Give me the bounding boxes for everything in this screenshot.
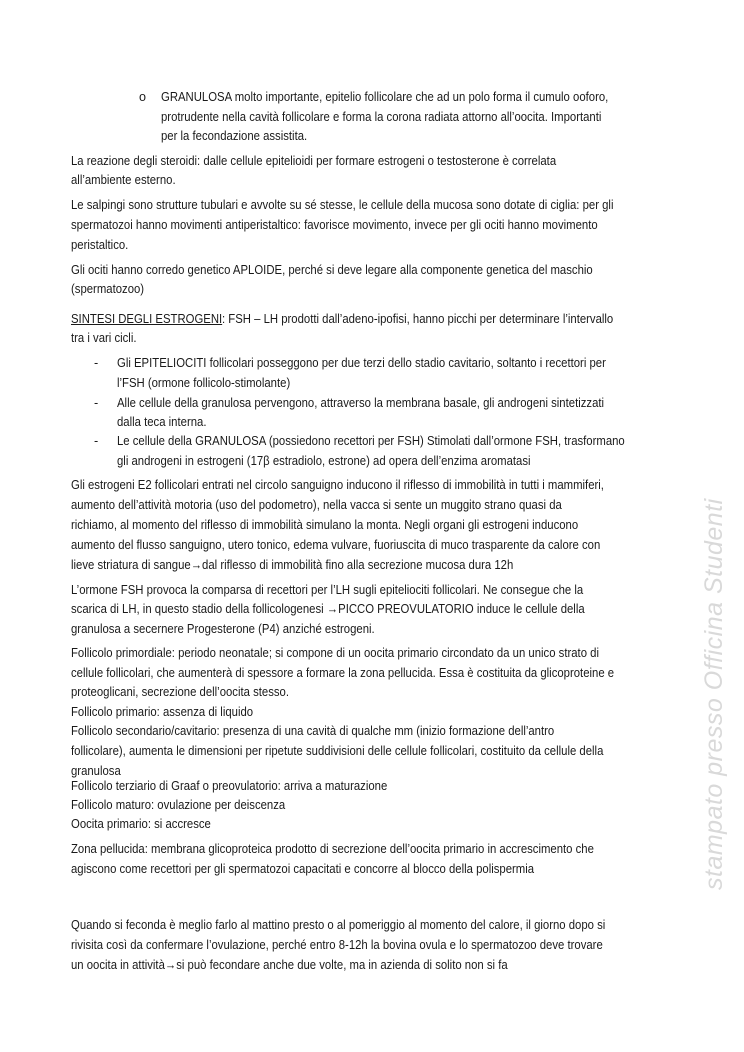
text-line: follicolare), aumenta le dimensioni per ripetute suddivisioni delle cellule follicolari, costituito da cellule della — [71, 744, 604, 758]
text-line: Gli EPITELIOCITI follicolari posseggono per due terzi dello stadio cavitario, soltanto i recettori per — [117, 356, 606, 370]
text-line: Zona pellucida: membrana glicoproteica prodotto di secrezione dell’oocita primario in accrescimento che — [71, 842, 594, 856]
text-line: scarica di LH, in questo stadio della follicologenesi →PICCO PREOVULATORIO induce le cellule della — [71, 602, 585, 616]
text-line: Oocita primario: si accresce — [71, 817, 211, 831]
text-line: rivisita così da confermare l’ovulazione, perché entro 8-12h la bovina ovula e lo spermatozoo deve trovare — [71, 938, 603, 952]
text-line: aumento dell’attività motoria (uso del podometro), nella vacca si sente un muggito strano quasi da — [71, 498, 562, 512]
text-line: tra i vari cicli. — [71, 331, 137, 345]
bullet-marker: - — [94, 434, 99, 448]
text-line: gli androgeni in estrogeni (17β estradiolo, estrone) ad opera dell’enzima aromatasi — [117, 454, 531, 468]
text-line: GRANULOSA molto importante, epitelio follicolare che ad un polo forma il cumulo ooforo, — [161, 90, 609, 104]
section-heading: SINTESI DEGLI ESTROGENI — [71, 312, 223, 326]
watermark: stampato presso Officina Studenti — [700, 498, 728, 890]
bullet-marker: - — [94, 356, 99, 370]
text-line: Follicolo primario: assenza di liquido — [71, 705, 254, 719]
text-line: peristaltico. — [71, 238, 129, 252]
text-line: richiamo, al momento del riflesso di immobilità simulano la monta. Negli organi gli estrogeni inducono — [71, 518, 579, 532]
text-line: L’ormone FSH provoca la comparsa di recettori per l’LH sugli epiteliociti follicolari. Ne consegue che la — [71, 583, 584, 597]
bullet-marker: - — [94, 396, 99, 410]
text-line: un oocita in attività→si può fecondare anche due volte, ma in azienda di solito non si fa — [71, 958, 508, 972]
text-line: Le salpingi sono strutture tubulari e avvolte su sé stesse, le cellule della mucosa sono dotate di ciglia: per gli — [71, 198, 614, 212]
text-line: cellule follicolari, che aumenterà di spessore a formare la zona pellucida. Essa è costituita da glicoproteine e — [71, 666, 615, 680]
text-line: proteoglicani, secrezione dell’oocita stesso. — [71, 685, 289, 699]
text-line: granulosa — [71, 764, 121, 778]
text-line: Quando si feconda è meglio farlo al mattino presto o al pomeriggio al momento del calore, il giorno dopo si — [71, 918, 606, 932]
text-line: spermatozoi hanno movimenti antiperistaltico: favorisce movimento, invece per gli ociti hanno movimento — [71, 218, 598, 232]
text-line: agiscono come recettori per gli spermatozoi capacitati e concorre al blocco della polispermia — [71, 862, 535, 876]
text-line: per la fecondazione assistita. — [161, 129, 308, 143]
bullet-marker: o — [139, 90, 147, 104]
text-line: all’ambiente esterno. — [71, 173, 176, 187]
text-line: Follicolo primordiale: periodo neonatale; si compone di un oocita primario circondato da un unico strato di — [71, 646, 599, 660]
text-line: lieve striatura di sangue→dal riflesso di immobilità fino alla secrezione mucosa dura 12h — [71, 558, 514, 572]
text-line: La reazione degli steroidi: dalle cellule epitelioidi per formare estrogeni o testosterone è correlata — [71, 154, 557, 168]
text-line: (spermatozoo) — [71, 282, 145, 296]
text-line: dalla teca interna. — [117, 415, 207, 429]
text-line: Gli estrogeni E2 follicolari entrati nel circolo sanguigno inducono il riflesso di immobilità in tutti i mammiferi, — [71, 478, 604, 492]
text-line: granulosa a secernere Progesterone (P4) anziché estrogeni. — [71, 622, 375, 636]
text-line: l’FSH (ormone follicolo-stimolante) — [117, 376, 291, 390]
text-line: protrudente nella cavità follicolare e forma la corona radiata attorno all’oocita. Importanti — [161, 110, 602, 124]
text-line: Gli ociti hanno corredo genetico APLOIDE, perché si deve legare alla componente genetica del maschio — [71, 263, 593, 277]
text-line: aumento del flusso sanguigno, utero tonico, edema vulvare, fuoriuscita di muco trasparente da calore con — [71, 538, 601, 552]
text-line: Follicolo terziario di Graaf o preovulatorio: arriva a maturazione — [71, 779, 388, 793]
text-line: Follicolo secondario/cavitario: presenza di una cavità di qualche mm (inizio formazione dell’antro — [71, 724, 555, 738]
text-line: Alle cellule della granulosa pervengono, attraverso la membrana basale, gli androgeni sintetizzati — [117, 396, 605, 410]
text-line: Le cellule della GRANULOSA (possiedono recettori per FSH) Stimolati dall’ormone FSH, trasformano — [117, 434, 625, 448]
text-line: Follicolo maturo: ovulazione per deiscenza — [71, 798, 286, 812]
text-line: : FSH – LH prodotti dall’adeno-ipofisi, hanno picchi per determinare l’intervallo — [222, 312, 614, 326]
